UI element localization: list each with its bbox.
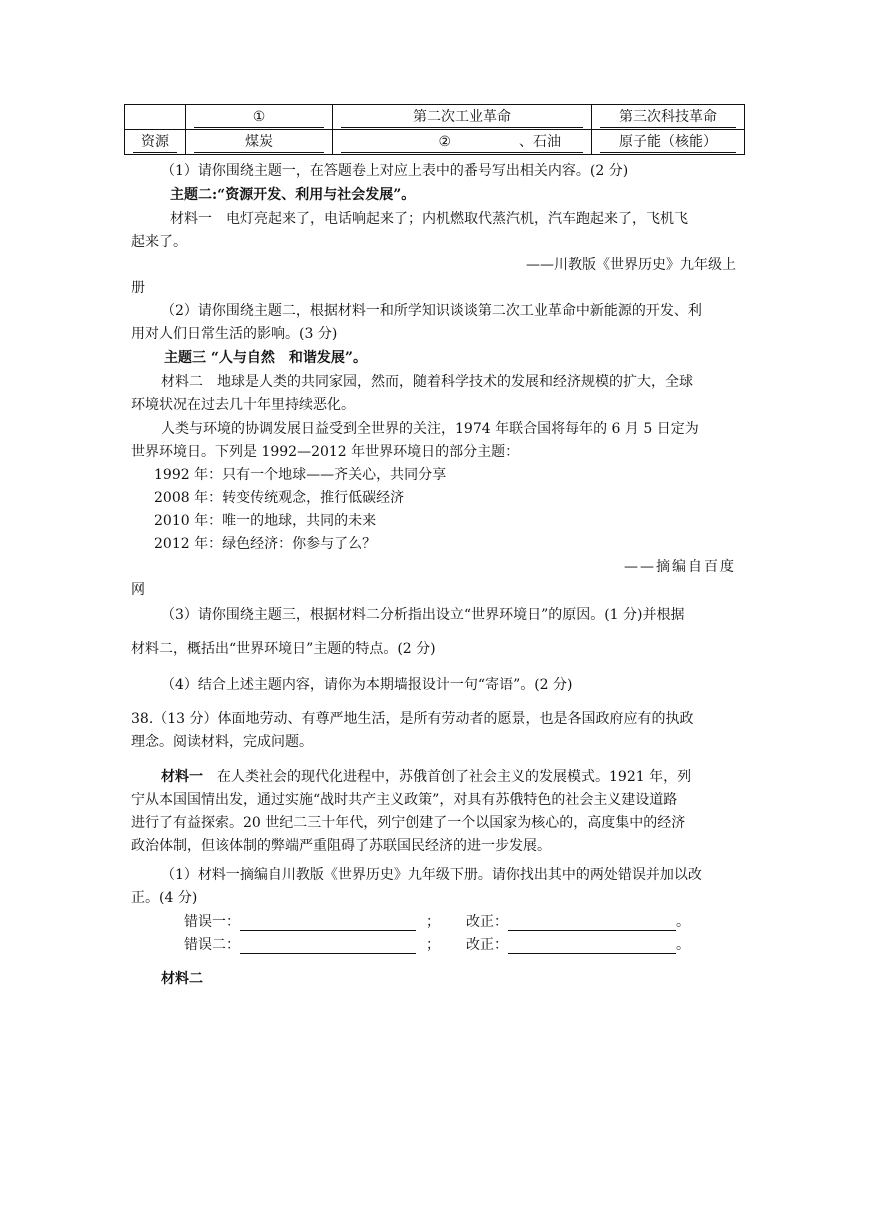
question-38: 理念。阅读材料，完成问题。 — [131, 734, 313, 750]
environment-day-theme: 2012 年：绿色经济：你参与了么？ — [154, 536, 377, 552]
environment-day-theme: 1992 年：只有一个地球——齐关心，共同分享 — [154, 467, 447, 483]
material-2-source: ——摘编自百度 — [624, 559, 736, 575]
q38-material-1-label: 材料一 — [161, 769, 203, 785]
table-cell-coal: 煤炭 — [186, 130, 333, 155]
question-3: 材料二，概括出“世界环境日”主题的特点。(2 分) — [131, 641, 436, 657]
q38-material-1-line: 进行了有益探索。20 世纪二三十年代，列宁创建了一个以国家为核心的，高度集中的经济 — [131, 815, 686, 831]
q38-material-1-line: 宁从本国国情出发，通过实施“战时共产主义政策”，对具有苏俄特色的社会主义建设道路 — [131, 792, 678, 808]
table-header-first-revolution — [186, 105, 333, 130]
material-2-source-wrap: 网 — [131, 582, 145, 598]
fix-1-label: 改正： — [466, 914, 508, 930]
table-header-second-revolution: 第二次工业革命 — [333, 105, 592, 130]
table-row-label: 资源 — [125, 130, 186, 155]
fix-2-label: 改正： — [466, 937, 508, 953]
question-1: （1）请你围绕主题一，在答题卷上对应上表中的番号写出相关内容。(2 分) — [161, 163, 629, 179]
paragraph-line: 世界环境日。下列是 1992—2012 年世界环境日的部分主题： — [131, 444, 520, 460]
q38-material-1-line: 材料一 在人类社会的现代化进程中，苏俄首创了社会主义的发展模式。1921 年，列 — [161, 769, 692, 785]
material-2-line: 材料二 地球是人类的共同家园，然而，随着科学技术的发展和经济规模的扩大，全球 — [161, 374, 693, 390]
question-3: （3）请你围绕主题三，根据材料二分析指出设立“世界环境日”的原因。(1 分)并根据 — [161, 607, 685, 623]
table-header-row — [125, 105, 745, 130]
environment-day-theme: 2008 年：转变传统观念，推行低碳经济 — [154, 490, 405, 506]
question-2: 用对人们日常生活的影响。(3 分) — [131, 326, 338, 342]
question-38: 38.（13 分）体面地劳动、有尊严地生活，是所有劳动者的愿景，也是各国政府应有的执政 — [131, 711, 694, 727]
material-1-line: 起来了。 — [131, 234, 187, 250]
blank-2-label: ② — [438, 133, 451, 150]
blank-1-label: ① — [194, 107, 324, 128]
material-1-source: ——川教版《世界历史》九年级上 — [526, 257, 736, 273]
error-2-answer-blank[interactable] — [240, 937, 416, 954]
theme-2-title: 主题二:“资源开发、利用与社会发展”。 — [170, 187, 416, 203]
q38-question-1: 正。(4 分) — [131, 890, 198, 906]
material-1-line: 材料一 电灯亮起来了，电话响起来了；内机燃取代蒸汽机，汽车跑起来了，飞机飞 — [170, 211, 688, 227]
environment-day-theme: 2010 年：唯一的地球，共同的未来 — [154, 513, 377, 529]
revolution-table — [124, 104, 745, 155]
table-corner-cell — [125, 105, 186, 130]
question-2: （2）请你围绕主题二，根据材料一和所学知识谈谈第二次工业革命中新能源的开发、利 — [161, 303, 702, 319]
paragraph-line: 人类与环境的协调发展日益受到全世界的关注，1974 年联合国将每年的 6 月 5 日定为 — [161, 421, 699, 437]
error-2-row: 错误二： ； 改正： 。 — [184, 937, 690, 953]
table-header-third-revolution: 第三次科技革命 — [592, 105, 745, 130]
error-2-label: 错误二： — [184, 937, 240, 953]
error-1-answer-blank[interactable] — [240, 914, 416, 931]
q38-question-1: （1）材料一摘编自川教版《世界历史》九年级下册。请你找出其中的两处错误并加以改 — [161, 867, 702, 883]
table-cell-nuclear: 原子能（核能） — [592, 130, 745, 155]
q38-material-2-label: 材料二 — [161, 971, 203, 987]
table-cell-second-resources: ② 、石油 — [333, 130, 592, 155]
fix-1-answer-blank[interactable] — [508, 914, 676, 931]
fix-2-answer-blank[interactable] — [508, 937, 676, 954]
question-4: （4）结合上述主题内容，请你为本期墙报设计一句“寄语”。(2 分) — [161, 677, 573, 693]
error-1-row: 错误一： ； 改正： 。 — [184, 914, 690, 930]
theme-3-title: 主题三 “人与自然 和谐发展”。 — [164, 350, 367, 366]
q38-material-1-line: 政治体制，但该体制的弊端严重阻碍了苏联国民经济的进一步发展。 — [131, 838, 551, 854]
error-1-label: 错误一： — [184, 914, 240, 930]
material-2-line: 环境状况在过去几十年里持续恶化。 — [131, 397, 355, 413]
material-1-source-wrap: 册 — [131, 280, 145, 296]
table-resource-row — [125, 130, 745, 155]
